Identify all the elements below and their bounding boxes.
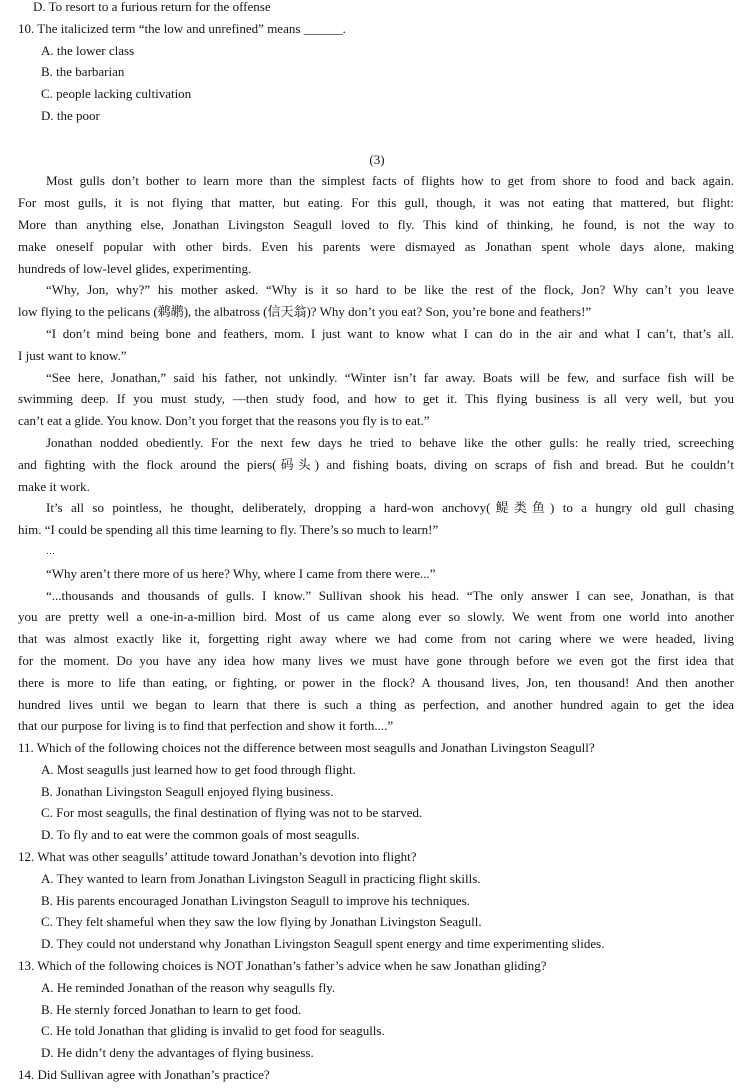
paragraph-line: More than anything else, Jonathan Livingston Seagull loved to fly. This kind of thinking, he found, is not the way to (18, 216, 734, 232)
paragraph-line: “I don’t mind being bone and feathers, mom. I just want to know what I can do in the air and what I can’t, that’s all. (46, 325, 734, 341)
paragraph-line: you are pretty well a one-in-a-million bird. Most of us came along ever so slowly. We went from one world into another (18, 609, 734, 625)
paragraph-line: and fighting with the flock around the piers(码头) and fishing boats, diving on scraps of fish and bread. But he couldn’t (18, 456, 734, 472)
paragraph-line: there is more to life than eating, or fighting, or power in the flock? A thousand lives, Jon, ten thousand! And then another (18, 674, 734, 690)
paragraph-line: that was almost exactly like it, forgetting right away where we had come from not caring where we were headed, living (18, 631, 734, 647)
paragraph-line: For most gulls, it is not flying that matter, but eating. For this gull, though, it was not eating that mattered, but flight: (18, 195, 734, 211)
answer-option: A. He reminded Jonathan of the reason why seagulls fly. (41, 979, 336, 995)
answer-option: C. They felt shameful when they saw the low flying by Jonathan Livingston Seagull. (41, 914, 482, 930)
answer-option: B. His parents encouraged Jonathan Livingston Seagull to improve his techniques. (41, 892, 470, 908)
blank-line (0, 127, 748, 149)
question-text: 13. Which of the following choices is NOT Jonathan’s father’s advice when he saw Jonathan gliding? (18, 958, 547, 974)
answer-option: B. He sternly forced Jonathan to learn to get food. (41, 1001, 302, 1017)
paragraph-line: I just want to know.” (18, 347, 127, 363)
section-heading: (3) (369, 151, 385, 167)
answer-option: D. He didn’t deny the advantages of flying business. (41, 1045, 314, 1061)
paragraph-line: for the moment. Do you have any idea how many lives we must have gone through before we even got the first idea that (18, 652, 734, 668)
paragraph-line: hundred lives until we began to learn that there is such a thing as perfection, and another hundred again to get the idea (18, 696, 734, 712)
paragraph-line: “Why, Jon, why?” his mother asked. “Why is it so hard to be like the rest of the flock, Jon? Why can’t you leave (46, 282, 734, 298)
answer-option: B. Jonathan Livingston Seagull enjoyed flying business. (41, 783, 334, 799)
answer-option: A. the lower class (41, 42, 135, 58)
paragraph-line: make it work. (18, 478, 90, 494)
paragraph-line: Jonathan nodded obediently. For the next few days he tried to behave like the other gulls: he really tried, screeching (46, 434, 734, 450)
paragraph-line: hundreds of low-level glides, experimenting. (18, 260, 252, 276)
paragraph-line: “See here, Jonathan,” said his father, not unkindly. “Winter isn’t far away. Boats will be few, and surface fish will be (46, 369, 734, 385)
answer-option: D. the poor (41, 107, 100, 123)
answer-option: C. For most seagulls, the final destination of flying was not to be starved. (41, 805, 423, 821)
answer-option: A. Most seagulls just learned how to get food through flight. (41, 761, 356, 777)
paragraph-line: make oneself popular with other birds. Even his parents were dismayed as Jonathan spent whole days alone, making (18, 238, 734, 254)
paragraph-line: It’s all so pointless, he thought, deliberately, dropping a hard-won anchovy(鳀类鱼) to a hungry old gull chasing (46, 500, 734, 516)
answer-option: A. They wanted to learn from Jonathan Livingston Seagull in practicing flight skills. (41, 870, 481, 886)
ellipsis: … (46, 545, 55, 556)
paragraph-line: Most gulls don’t bother to learn more than the simplest facts of flights how to get from shore to food and back again. (46, 173, 734, 189)
paragraph-line: low flying to the pelicans (鹈鹕), the albatross (信天翁)? Why don’t you eat? Son, you’re bone and feathers!” (18, 304, 592, 320)
answer-option: D. To resort to a furious return for the offense (33, 0, 271, 14)
question-text: 12. What was other seagulls’ attitude toward Jonathan’s devotion into flight? (18, 849, 417, 865)
answer-option: C. people lacking cultivation (41, 86, 192, 102)
answer-option: C. He told Jonathan that gliding is invalid to get food for seagulls. (41, 1023, 385, 1039)
question-text: 10. The italicized term “the low and unrefined” means ______. (18, 20, 346, 36)
paragraph-line: “Why aren’t there more of us here? Why, where I came from there were...” (46, 565, 436, 581)
paragraph-line: can’t eat a glide. You know. Don’t you forget that the reasons you fly is to eat.” (18, 413, 430, 429)
paragraph-line: that our purpose for living is to find that perfection and show it forth....” (18, 718, 394, 734)
paragraph-line: swimming deep. If you must study, —then study food, and how to get it. This flying business is all very well, but you (18, 391, 734, 407)
paragraph-line: him. “I could be spending all this time learning to fly. There’s so much to learn!” (18, 522, 439, 538)
answer-option: B. the barbarian (41, 64, 125, 80)
answer-option: D. They could not understand why Jonathan Livingston Seagull spent energy and time experimenting slides. (41, 936, 605, 952)
answer-option: D. To fly and to eat were the common goals of most seagulls. (41, 827, 360, 843)
question-text: 14. Did Sullivan agree with Jonathan’s practice? (18, 1067, 270, 1083)
paragraph-line: “...thousands and thousands of gulls. I know.” Sullivan shook his head. “The only answer I can see, Jonathan, is that (46, 587, 734, 603)
question-text: 11. Which of the following choices not the difference between most seagulls and Jonathan Livingston Seagull? (18, 740, 595, 756)
